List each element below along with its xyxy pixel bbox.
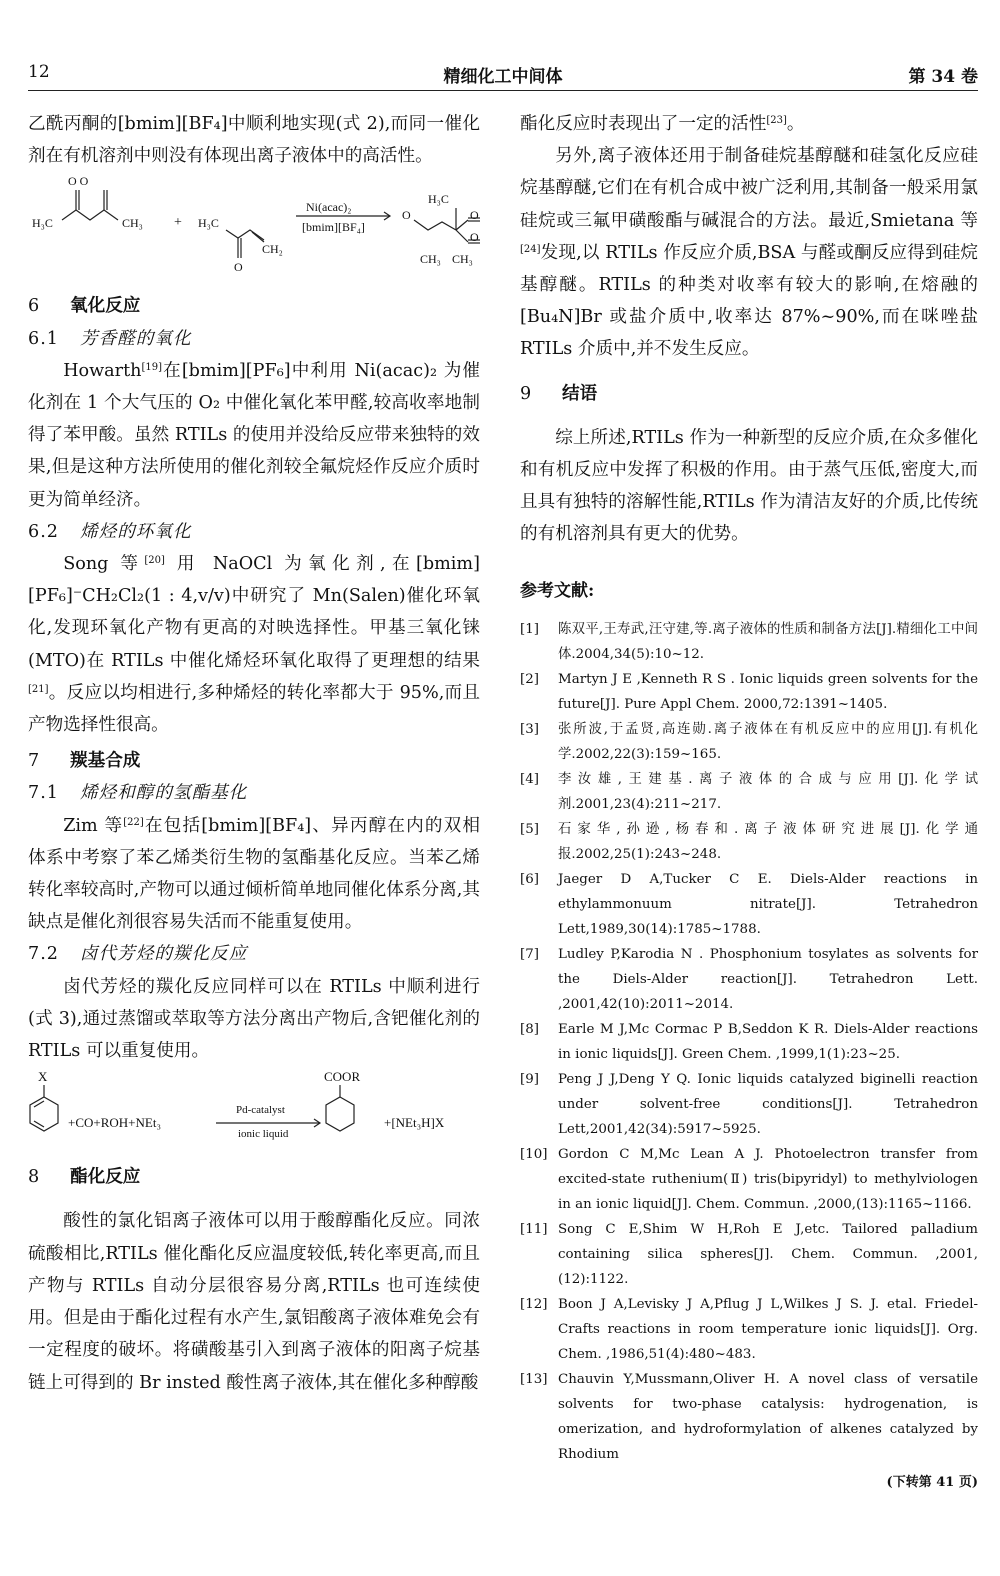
reference-text: 张所波,于孟贤,高连勋.离子液体在有机反应中的应用[J].有机化学.2002,22(3):159~165. (558, 721, 978, 762)
product-oxygen-1: O (470, 208, 479, 223)
reference-number: [1] (520, 621, 539, 637)
section-7-1-heading: 7.1 烯烃和醇的氢酯基化 (28, 783, 248, 804)
reference-number: [5] (520, 821, 539, 837)
product-ch3-1: CH₃ (420, 252, 441, 267)
product-oxygen-left: O (402, 208, 411, 223)
mvk-oxygen: O (234, 260, 243, 275)
reference-item (520, 1292, 978, 1367)
reference-item (520, 767, 978, 817)
reference-text: 陈双平,王寿武,汪守建,等.离子液体的性质和制备方法[J].精细化工中间体.2004,34(5):10~12. (558, 621, 978, 662)
reference-number: [3] (520, 721, 539, 737)
reference-number: [10] (520, 1146, 548, 1162)
paragraph-7-1: Zim 等[22]在包括[bmim][BF₄]、异丙醇在内的双相体系中考察了苯乙烯类衍生物的氢酯基化反应。当苯乙烯转化率较高时,产物可以通过倾析简单地同催化体系分离,其缺点是催化剂很容易失活而不能重复使用。 (28, 815, 480, 933)
paragraph-6-2: Song 等[20] 用 NaOCl 为氧化剂,在[bmim][PF₆]⁻CH₂Cl₂(1 : 4,v/v)中研究了 Mn(Salen)催化环氧化,发现环氧化产物有更高的对映选择性。甲基三氧化铼(MTO)在 RTILs 中催化烯烃环氧化取得了更理想的结果[21]。反应以均相进行,多种烯烃的转化率都大于 95%,而且产物选择性很高。 (28, 554, 480, 736)
reference-number: [4] (520, 771, 539, 787)
reference-number: [13] (520, 1371, 548, 1387)
product-ch3-2: CH₃ (452, 252, 473, 267)
reference-item (520, 667, 978, 717)
reference-number: [8] (520, 1021, 539, 1037)
reference-number: [11] (520, 1221, 548, 1237)
reference-text: Jaeger D A,Tucker C E. Diels-Alder reactions in ethylammonuum nitrate[J]. Tetrahedron Lett,1989,30(14):1785~1788. (558, 871, 978, 937)
section-6-heading: 6 氧化反应 (28, 295, 141, 317)
paragraph-7-2: 卤代芳烃的羰化反应同样可以在 RTILs 中顺利进行(式 3),通过蒸馏或萃取等方法分离出产物后,含钯催化剂的 RTILs 可以重复使用。 (28, 976, 480, 1062)
reference-item (520, 1067, 978, 1142)
scheme-2 (28, 172, 480, 290)
product-h3c: H₃C (428, 192, 449, 207)
reference-number: [7] (520, 946, 539, 962)
medium-label: [bmim][BF₄] (302, 220, 365, 235)
plus-sign: + (174, 215, 182, 231)
reference-text: Chauvin Y,Mussmann,Oliver H. A novel class of versatile solvents for two-phase catalysis: hydrogenation, is omerization, and hydroformylation of alkenes catalyzed by Rhodium (558, 1371, 978, 1462)
coor-label: COOR (324, 1069, 361, 1085)
section-7-heading: 7 羰基合成 (28, 750, 141, 772)
page-number: 12 (28, 62, 50, 82)
reference-item (520, 942, 978, 1017)
acac-oxygens: O O (68, 174, 89, 189)
reference-text: Gordon C M,Mc Lean A J. Photoelectron transfer from excited-state ruthenium(Ⅱ) tris(bipyridyl) to methylviologen in an ionic liquid[J]. Chem. Commun. ,2000,(13):1165~1166. (558, 1146, 978, 1212)
reference-text: 李汝雄,王建基.离子液体的合成与应用[J].化学试剂.2001,23(4):211~217. (558, 771, 978, 812)
right-column (520, 108, 978, 1499)
section-6-1-heading: 6.1 芳香醛的氧化 (28, 328, 192, 349)
reference-item (520, 1217, 978, 1292)
acac-ch3: CH₃ (122, 216, 143, 231)
pd-catalyst-label: Pd-catalyst (236, 1104, 285, 1117)
reference-item (520, 617, 978, 667)
intro-paragraph: 乙酰丙酮的[bmim][BF₄]中顺利地实现(式 2),而同一催化剂在有机溶剂中则没有体现出离子液体中的高活性。 (28, 114, 480, 167)
references-heading: 参考文献: (520, 580, 595, 601)
reference-item (520, 867, 978, 942)
silyl-paragraph: 另外,离子液体还用于制备硅烷基醇醚和硅氢化反应硅烷基醇醚,它们在有机合成中被广泛利用,其制备一般采用氯硅烷或三氟甲磺酸酯与碱混合的方法。最近,Smietana 等[24]发现,以 RTILs 作反应介质,BSA 与醛或酮反应得到硅烷基醇醚。RTILs 的种类对收率有较大的影响,在熔融的[Bu₄N]Br 或盐介质中,收率达 87%~90%,而在咪唑盐 RTILs 介质中,并不发生反应。 (520, 146, 978, 360)
reference-item (520, 1142, 978, 1217)
reference-number: [2] (520, 671, 539, 687)
scheme-3 (28, 1067, 480, 1161)
reference-text: 石家华,孙逊,杨春和.离子液体研究进展[J].化学通报.2002,25(1):243~248. (558, 821, 978, 862)
catalyst-label: Ni(acac)₂ (306, 200, 352, 215)
paragraph-6-1: Howarth[19]在[bmim][PF₆]中利用 Ni(acac)₂ 为催化剂在 1 个大气压的 O₂ 中催化氧化苯甲醛,较高收率地制得了苯甲酸。虽然 RTILs 的使用并没给反应带来独特的效果,但是这种方法所使用的催化剂较全氟烷烃作反应介质时更为简单经济。 (28, 360, 480, 510)
reference-number: [12] (520, 1296, 548, 1312)
reference-number: [6] (520, 871, 539, 887)
reference-text: Earle M J,Mc Cormac P B,Seddon K R. Diels-Alder reactions in ionic liquids[J]. Green Chem. ,1999,1(1):23~25. (558, 1021, 978, 1062)
reference-text: Boon J A,Levisky J A,Pflug J L,Wilkes J S. J. etal. Friedel-Crafts reactions in room temperature ionic liquids[J]. Org. Chem. ,1986,51(4):480~483. (558, 1296, 978, 1362)
acac-h3c: H₃C (32, 216, 53, 231)
running-header (28, 60, 978, 91)
section-8-heading: 8 酯化反应 (28, 1166, 141, 1188)
section-7-2-heading: 7.2 卤代芳烃的羰化反应 (28, 944, 248, 965)
scheme-2-bonds (28, 172, 480, 290)
product-oxygen-2: O (470, 230, 479, 245)
halide-x: X (38, 1069, 48, 1085)
continued-note: (下转第 41 页) (886, 1474, 978, 1490)
salt-label: +[NEt₃H]X (384, 1115, 445, 1131)
mvk-h3c: H₃C (198, 216, 219, 231)
conclusion-paragraph: 综上所述,RTILs 作为一种新型的反应介质,在众多催化和有机反应中发挥了积极的作用。由于蒸气压低,密度大,而且具有独特的溶解性能,RTILs 作为清洁友好的介质,比传统的有机溶剂具有更大的优势。 (520, 427, 978, 545)
reference-item (520, 1367, 978, 1467)
continued-paragraph: 酯化反应时表现出了一定的活性[23]。 (520, 114, 805, 134)
reference-text: Ludley P,Karodia N . Phosphonium tosylates as solvents for the Diels-Alder reaction[J]. Tetrahedron Lett. ,2001,42(10):2011~2014. (558, 946, 978, 1012)
journal-title: 精细化工中间体 (443, 67, 563, 87)
reagents-label: +CO+ROH+NEt₃ (68, 1115, 161, 1131)
reference-number: [9] (520, 1071, 539, 1087)
mvk-ch2: CH₂ (262, 242, 283, 257)
paragraph-8: 酸性的氯化铝离子液体可以用于酸醇酯化反应。同浓硫酸相比,RTILs 催化酯化反应温度较低,转化率更高,而且产物与 RTILs 自动分层很容易分离,RTILs 也可连续使用。但是由于酯化过程有水产生,氯铝酸离子液体难免会有一定程度的破坏。将磺酸基引入到离子液体的阳离子烷基链上可得到的 Br insted 酸性离子液体,其在催化多种醇酸 (28, 1211, 480, 1393)
volume-label: 第 34 卷 (908, 67, 978, 87)
references-list (520, 617, 978, 1467)
reference-item (520, 1017, 978, 1067)
reference-text: Song C E,Shim W H,Roh E J,etc. Tailored palladium containing silica spheres[J]. Chem. Commun. ,2001,(12):1122. (558, 1221, 978, 1287)
section-6-2-heading: 6.2 烯烃的环氧化 (28, 521, 192, 542)
ionic-liquid-label: ionic liquid (238, 1128, 289, 1141)
reference-text: Martyn J E ,Kenneth R S . Ionic liquids green solvents for the future[J]. Pure Appl Chem. 2000,72:1391~1405. (558, 671, 978, 712)
reference-item (520, 817, 978, 867)
section-9-heading: 9 结语 (520, 382, 598, 404)
left-column (28, 108, 480, 1399)
reference-text: Peng J J,Deng Y Q. Ionic liquids catalyzed biginelli reaction under solvent-free conditions[J]. Tetrahedron Lett,2001,42(34):5917~5925. (558, 1071, 978, 1137)
reference-item (520, 717, 978, 767)
